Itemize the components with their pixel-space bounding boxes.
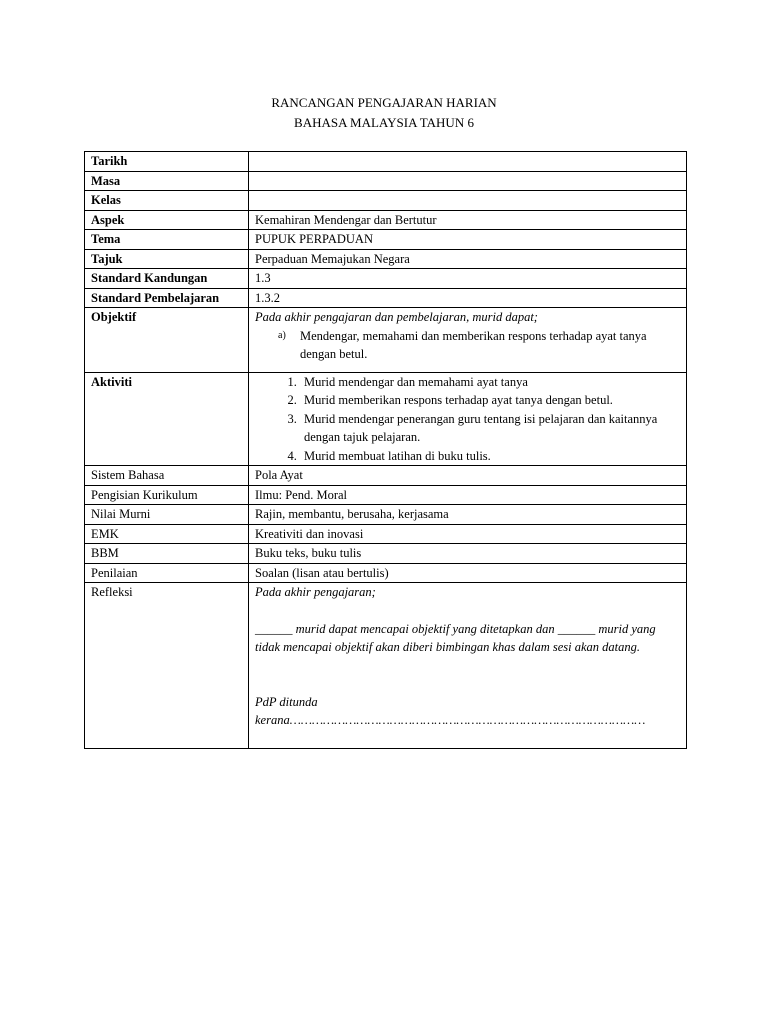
refleksi-body: ______ murid dapat mencapai objektif yang ditetapkan dan ______ murid yang tidak mencapai objektif akan diberi bimbingan khas dalam sesi akan datang. — [255, 621, 656, 654]
row-objektif — [85, 308, 687, 373]
value-standard-kandungan: 1.3 — [249, 269, 687, 289]
label-masa: Masa — [85, 171, 249, 191]
row-nilai-murni — [85, 505, 687, 525]
label-bbm: BBM — [85, 544, 249, 564]
spacer — [255, 657, 680, 675]
objektif-list — [255, 327, 680, 364]
value-emk: Kreativiti dan inovasi — [249, 524, 687, 544]
row-sistem-bahasa — [85, 466, 687, 486]
label-aktiviti: Aktiviti — [85, 372, 249, 466]
label-emk: EMK — [85, 524, 249, 544]
label-objektif: Objektif — [85, 308, 249, 373]
list-item: 3. Murid mendengar penerangan guru tentang isi pelajaran dan kaitannya dengan tajuk pelajaran. — [300, 410, 680, 447]
row-standard-pembelajaran — [85, 288, 687, 308]
row-aktiviti — [85, 372, 687, 466]
value-nilai-murni: Rajin, membantu, berusaha, kerjasama — [249, 505, 687, 525]
row-penilaian — [85, 563, 687, 583]
value-masa — [249, 171, 687, 191]
label-pengisian-kurikulum: Pengisian Kurikulum — [85, 485, 249, 505]
label-nilai-murni: Nilai Murni — [85, 505, 249, 525]
label-kelas: Kelas — [85, 191, 249, 211]
row-aspek — [85, 210, 687, 230]
label-sistem-bahasa: Sistem Bahasa — [85, 466, 249, 486]
value-tajuk: Perpaduan Memajukan Negara — [249, 249, 687, 269]
spacer — [255, 675, 680, 693]
lesson-plan-table — [84, 151, 687, 749]
row-tarikh — [85, 152, 687, 172]
value-sistem-bahasa: Pola Ayat — [249, 466, 687, 486]
row-bbm — [85, 544, 687, 564]
value-penilaian: Soalan (lisan atau bertulis) — [249, 563, 687, 583]
value-aspek: Kemahiran Mendengar dan Bertutur — [249, 210, 687, 230]
objektif-item — [278, 327, 680, 364]
document-subtitle: BAHASA MALAYSIA TAHUN 6 — [294, 115, 474, 130]
refleksi-pdp-line2: kerana…………………………………………………………………………………… — [255, 713, 646, 727]
value-standard-pembelajaran: 1.3.2 — [249, 288, 687, 308]
value-tarikh — [249, 152, 687, 172]
document-title: RANCANGAN PENGAJARAN HARIAN — [271, 95, 497, 110]
value-tema: PUPUK PERPADUAN — [249, 230, 687, 250]
refleksi-pdp-line1: PdP ditunda — [255, 694, 318, 709]
aktiviti-list — [255, 373, 680, 466]
list-item: 1. Murid mendengar dan memahami ayat tanya — [300, 373, 680, 392]
label-tema: Tema — [85, 230, 249, 250]
objektif-intro: Pada akhir pengajaran dan pembelajaran, murid dapat; — [255, 310, 538, 324]
refleksi-intro: Pada akhir pengajaran; — [255, 585, 376, 599]
objektif-marker: a) — [278, 329, 286, 341]
value-objektif — [249, 308, 687, 373]
label-penilaian: Penilaian — [85, 563, 249, 583]
value-bbm: Buku teks, buku tulis — [249, 544, 687, 564]
page-header — [0, 93, 768, 133]
list-item: 2. Murid memberikan respons terhadap ayat tanya dengan betul. — [300, 391, 680, 410]
label-refleksi: Refleksi — [85, 583, 249, 749]
row-kelas — [85, 191, 687, 211]
label-aspek: Aspek — [85, 210, 249, 230]
row-pengisian-kurikulum — [85, 485, 687, 505]
value-refleksi — [249, 583, 687, 749]
label-tarikh: Tarikh — [85, 152, 249, 172]
value-kelas — [249, 191, 687, 211]
spacer — [255, 602, 680, 620]
row-emk — [85, 524, 687, 544]
row-standard-kandungan — [85, 269, 687, 289]
value-pengisian-kurikulum: Ilmu: Pend. Moral — [249, 485, 687, 505]
row-masa — [85, 171, 687, 191]
objektif-item-text: Mendengar, memahami dan memberikan respons terhadap ayat tanya dengan betul. — [300, 328, 647, 361]
label-tajuk: Tajuk — [85, 249, 249, 269]
row-refleksi — [85, 583, 687, 749]
value-aktiviti — [249, 372, 687, 466]
label-standard-kandungan: Standard Kandungan — [85, 269, 249, 289]
label-standard-pembelajaran: Standard Pembelajaran — [85, 288, 249, 308]
list-item: 4. Murid membuat latihan di buku tulis. — [300, 447, 680, 466]
row-tajuk — [85, 249, 687, 269]
row-tema — [85, 230, 687, 250]
